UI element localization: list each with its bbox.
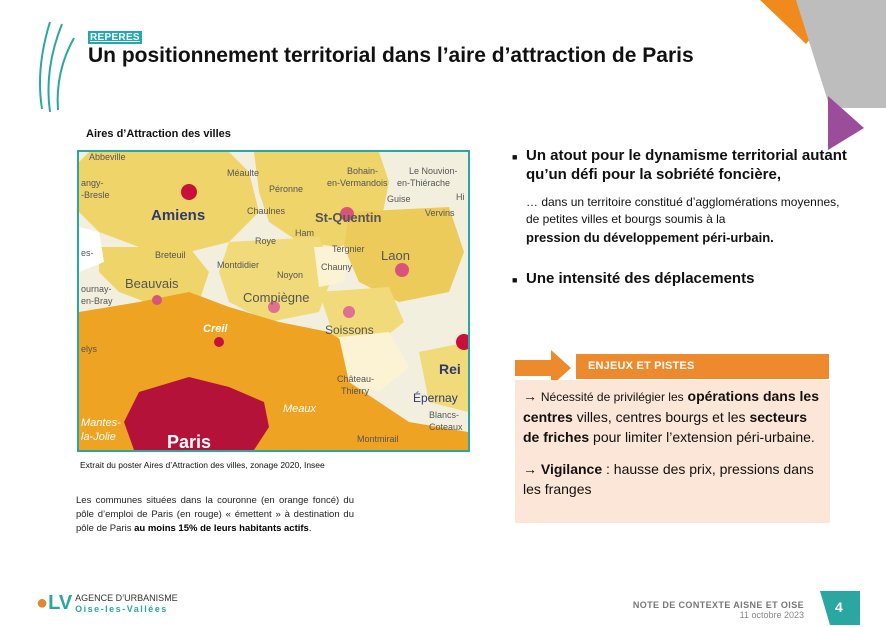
enjeux-p2-b: : hausse des prix, pressions dans les franges <box>523 461 814 497</box>
label-guise: Guise <box>387 194 411 204</box>
map-caption: Extrait du poster Aires d’Attraction des villes, zonage 2020, Insee <box>80 460 325 470</box>
enjeux-point-2 <box>523 459 820 499</box>
label-mantes: Mantes- <box>81 417 121 429</box>
label-chaulnes: Chaulnes <box>247 206 286 216</box>
bullet-1-strong: pression du développement péri-urbain. <box>526 230 774 245</box>
enjeux-p1-d: secteurs de friches <box>523 409 808 445</box>
bullet-1-title: Un atout pour le dynamisme territorial autant qu’un défi pour la sobriété foncière, <box>526 147 847 183</box>
key-points <box>512 146 852 290</box>
note-end: . <box>308 523 312 534</box>
label-blancs: Blancs- <box>429 410 460 420</box>
bullet-2-title: Une intensité des déplacements <box>526 270 755 287</box>
bullet-square-icon: ■ <box>512 152 518 162</box>
bullet-1 <box>512 146 852 184</box>
enjeux-p1-b: opérations dans les centres <box>523 388 819 425</box>
label-hi: Hi <box>456 192 465 202</box>
label-beauvais: Beauvais <box>125 276 179 291</box>
footer-date: 11 octobre 2023 <box>739 610 804 620</box>
logo-mark <box>36 592 72 615</box>
enjeux-point-1 <box>523 386 820 447</box>
label-soissons: Soissons <box>325 323 374 337</box>
enjeux-p1-c: villes, centres bourgs et les <box>576 409 746 425</box>
label-noyon: Noyon <box>277 270 304 280</box>
map-note <box>76 494 354 536</box>
label-bohain: Bohain- <box>347 166 379 176</box>
label-montmirail: Montmirail <box>357 434 399 444</box>
bullet-2 <box>512 269 852 290</box>
label-montdidier: Montdidier <box>217 260 260 270</box>
label-roye: Roye <box>255 236 277 246</box>
label-meaux: Meaux <box>283 403 317 415</box>
enjeux-p2-a: Vigilance <box>540 461 603 477</box>
label-lajolie: la-Jolie <box>81 431 116 443</box>
page-number-text: 4 <box>835 599 843 615</box>
agency-logo <box>36 592 178 615</box>
label-compiegne: Compiègne <box>243 290 310 305</box>
arrow-icon: → <box>523 461 537 477</box>
label-bresle: -Bresle <box>81 190 110 200</box>
label-amiens: Amiens <box>151 207 206 224</box>
label-epernay: Épernay <box>413 391 458 405</box>
page-title: Un positionnement territorial dans l’aire d’attraction de Paris <box>88 44 694 67</box>
note-strong: au moins 15% de leurs habitants actifs <box>134 523 309 534</box>
corner-decoration <box>760 0 886 160</box>
label-angy: angy- <box>81 178 104 188</box>
label-paris: Paris <box>167 432 212 450</box>
label-creil: Creil <box>203 323 228 335</box>
bullet-square-icon: ■ <box>512 275 518 285</box>
logo-text <box>75 593 178 615</box>
label-chauny: Chauny <box>321 262 353 272</box>
brand-lines-icon <box>36 14 76 114</box>
label-rei: Rei <box>439 361 461 377</box>
section-tag: REPERES <box>90 32 140 43</box>
label-elys: elys <box>81 344 98 354</box>
label-enbray: en-Bray <box>81 296 113 306</box>
label-tergnier: Tergnier <box>332 244 365 254</box>
logo-dot-icon: ● <box>36 592 49 614</box>
map-title: Aires d’Attraction des villes <box>86 128 231 140</box>
attraction-map <box>77 150 470 452</box>
label-vervins: Vervins <box>425 208 455 218</box>
label-chateau: Château- <box>337 374 375 384</box>
label-laon: Laon <box>381 248 410 263</box>
label-coteaux: Coteaux <box>429 422 463 432</box>
label-breteuil: Breteuil <box>155 250 186 260</box>
label-peronne: Péronne <box>269 184 304 194</box>
label-thierry: Thierry <box>341 386 370 396</box>
logo-line-1: AGENCE D’URBANISME <box>75 592 178 603</box>
label-nouvion2: en-Thiérache <box>397 178 451 188</box>
note-text: Les communes situées dans la couronne (en orange foncé) du pôle d’emploi de Paris (en rouge) « émettent » à destination du pôle de Paris <box>76 495 354 534</box>
label-stquentin: St-Quentin <box>315 210 382 225</box>
label-ournay: ournay- <box>81 284 112 294</box>
label-bohain2: en-Vermandois <box>327 178 388 188</box>
map-svg <box>79 152 468 450</box>
enjeux-header: ENJEUX ET PISTES <box>576 354 829 379</box>
logo-letters: LV <box>48 592 73 614</box>
bullet-1-sub: … dans un territoire constitué d’agglomérations moyennes, de petites villes et bourgs soumis à la <box>526 195 840 226</box>
logo-line-2: Oise-les-Vallées <box>75 603 168 614</box>
enjeux-box <box>515 380 830 523</box>
enjeux-p1-a: Nécessité de privilégier les <box>540 390 684 404</box>
label-ham: Ham <box>295 228 315 238</box>
enjeux-p1-e: pour limiter l’extension péri-urbaine. <box>593 429 815 445</box>
label-meaulte: Méaulte <box>227 168 260 178</box>
label-es: es- <box>81 248 94 258</box>
arrow-icon: → <box>523 388 537 404</box>
label-nouvion: Le Nouvion- <box>409 166 458 176</box>
footer-info <box>633 600 804 620</box>
page-number <box>820 591 860 625</box>
footer-note-title: NOTE DE CONTEXTE AISNE ET OISE <box>632 600 804 610</box>
label-abbeville: Abbeville <box>89 152 126 162</box>
